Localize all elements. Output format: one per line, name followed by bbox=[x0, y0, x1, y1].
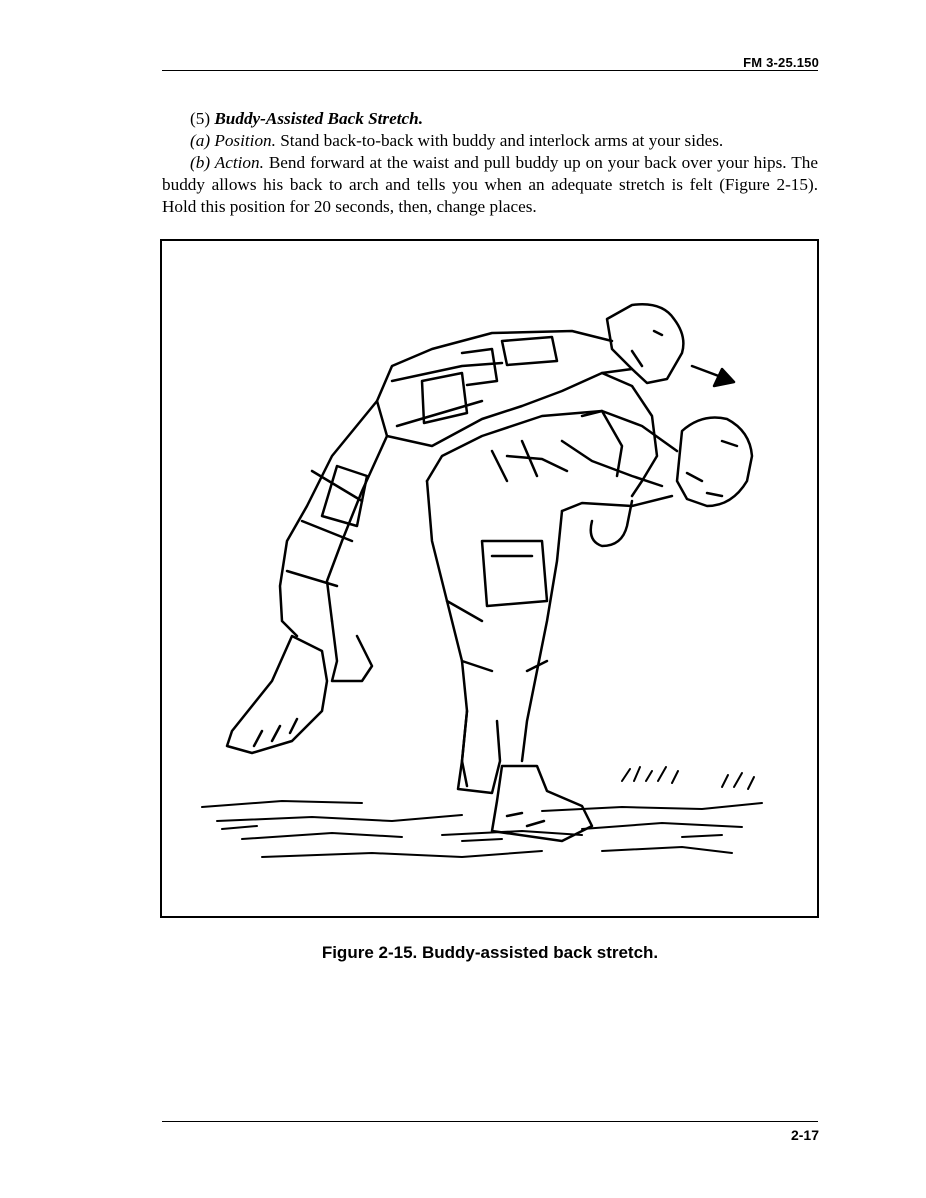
action-text: Bend forward at the waist and pull buddy up on your back over your hips. The buddy allows his back to arch and tells you when an adequate stretch is felt (Figure 2-15). Hold this position for 20 seconds, then, change places. bbox=[162, 153, 818, 216]
direction-arrow bbox=[692, 366, 734, 386]
action-label: (b) Action. bbox=[190, 153, 264, 172]
buddy-stretch-illustration bbox=[162, 241, 817, 916]
action-paragraph bbox=[162, 152, 818, 218]
position-paragraph bbox=[162, 130, 818, 152]
page-number: 2-17 bbox=[790, 1127, 819, 1143]
header-rule bbox=[162, 70, 818, 71]
footer-rule bbox=[162, 1121, 818, 1122]
section-title: Buddy-Assisted Back Stretch. bbox=[214, 109, 423, 128]
bending-soldier-figure bbox=[427, 411, 752, 841]
position-text: Stand back-to-back with buddy and interlock arms at your sides. bbox=[280, 131, 724, 150]
lifted-buddy-figure bbox=[227, 304, 683, 753]
figure-frame bbox=[160, 239, 819, 918]
document-id: FM 3-25.150 bbox=[743, 55, 819, 70]
figure-caption: Figure 2-15. Buddy-assisted back stretch. bbox=[321, 943, 659, 962]
section-heading bbox=[162, 108, 818, 130]
section-number: (5) bbox=[190, 109, 211, 128]
body-text bbox=[162, 108, 818, 218]
position-label: (a) Position. bbox=[190, 131, 276, 150]
ground-lines bbox=[202, 767, 762, 857]
